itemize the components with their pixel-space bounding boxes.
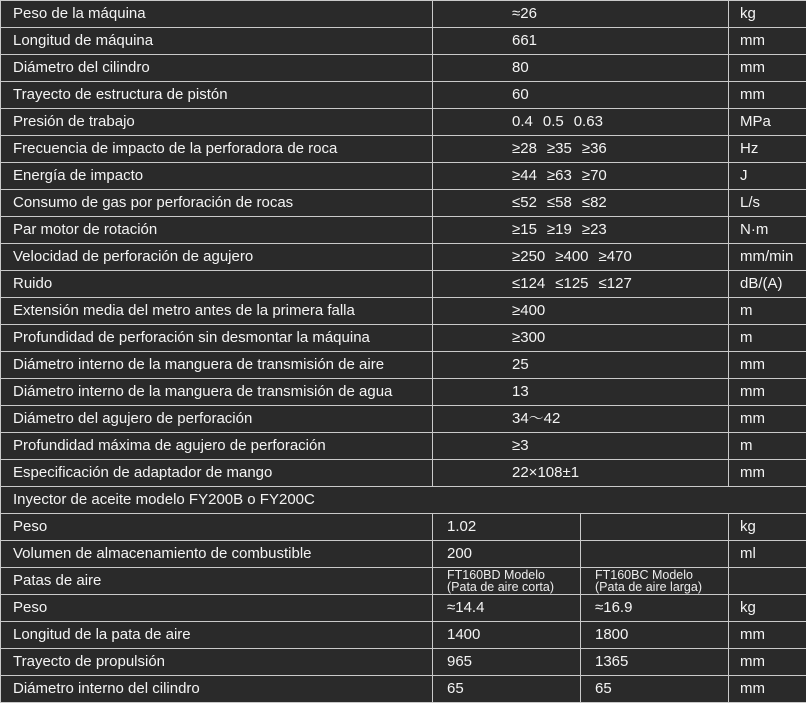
air-leg-value-short: 965	[433, 649, 581, 676]
spec-row	[1, 217, 806, 244]
air-leg-value-long: 65	[581, 676, 729, 703]
spec-row	[1, 190, 806, 217]
air-leg-value-short: ≈14.4	[433, 595, 581, 622]
air-leg-row	[1, 595, 806, 622]
spec-value: ≥15 ≥19 ≥23	[433, 217, 729, 244]
oiler-label: Peso	[1, 514, 433, 541]
air-leg-row	[1, 676, 806, 703]
spec-label: Especificación de adaptador de mango	[1, 460, 433, 487]
spec-label: Extensión media del metro antes de la primera falla	[1, 298, 433, 325]
spec-row	[1, 1, 806, 28]
oiler-label: Volumen de almacenamiento de combustible	[1, 541, 433, 568]
spec-label: Profundidad de perforación sin desmontar la máquina	[1, 325, 433, 352]
empty-cell	[581, 541, 729, 568]
spec-value: 22×108±1	[433, 460, 729, 487]
spec-label: Consumo de gas por perforación de rocas	[1, 190, 433, 217]
air-leg-model-short: FT160BD Modelo (Pata de aire corta)	[433, 568, 581, 595]
spec-value: ≥400	[433, 298, 729, 325]
spec-row	[1, 163, 806, 190]
spec-unit: mm	[729, 352, 806, 379]
oiler-row	[1, 541, 806, 568]
air-leg-value-short: 1400	[433, 622, 581, 649]
spec-label: Presión de trabajo	[1, 109, 433, 136]
spec-row	[1, 406, 806, 433]
spec-unit: N·m	[729, 217, 806, 244]
spec-unit: J	[729, 163, 806, 190]
spec-label: Longitud de máquina	[1, 28, 433, 55]
air-legs-label: Patas de aire	[1, 568, 433, 595]
empty-cell	[581, 514, 729, 541]
spec-row	[1, 82, 806, 109]
spec-value: 80	[433, 55, 729, 82]
spec-value: ≥250 ≥400 ≥470	[433, 244, 729, 271]
oiler-unit: ml	[729, 541, 806, 568]
spec-unit: m	[729, 325, 806, 352]
spec-row	[1, 352, 806, 379]
spec-row	[1, 244, 806, 271]
spec-row	[1, 379, 806, 406]
spec-unit: L/s	[729, 190, 806, 217]
oiler-row	[1, 514, 806, 541]
air-leg-label: Diámetro interno del cilindro	[1, 676, 433, 703]
spec-label: Peso de la máquina	[1, 1, 433, 28]
spec-unit: dB/(A)	[729, 271, 806, 298]
spec-unit: Hz	[729, 136, 806, 163]
spec-label: Ruido	[1, 271, 433, 298]
spec-row	[1, 271, 806, 298]
spec-label: Diámetro interno de la manguera de transmisión de agua	[1, 379, 433, 406]
spec-label: Diámetro interno de la manguera de transmisión de aire	[1, 352, 433, 379]
air-leg-value-long: 1365	[581, 649, 729, 676]
air-leg-model-long: FT160BC Modelo (Pata de aire larga)	[581, 568, 729, 595]
spec-value: ≥300	[433, 325, 729, 352]
air-leg-value-long: ≈16.9	[581, 595, 729, 622]
spec-unit: mm	[729, 379, 806, 406]
spec-value: 13	[433, 379, 729, 406]
air-leg-value-short: 65	[433, 676, 581, 703]
spec-label: Par motor de rotación	[1, 217, 433, 244]
air-leg-row	[1, 649, 806, 676]
spec-value: ≥44 ≥63 ≥70	[433, 163, 729, 190]
air-leg-row	[1, 622, 806, 649]
spec-label: Velocidad de perforación de agujero	[1, 244, 433, 271]
spec-value: 25	[433, 352, 729, 379]
spec-label: Diámetro del cilindro	[1, 55, 433, 82]
spec-row	[1, 55, 806, 82]
air-legs-header-row	[1, 568, 806, 595]
spec-value: 34～42	[433, 406, 729, 433]
spec-label: Trayecto de estructura de pistón	[1, 82, 433, 109]
spec-value: ≈26	[433, 1, 729, 28]
oiler-unit: kg	[729, 514, 806, 541]
oiler-value: 200	[433, 541, 581, 568]
spec-unit: mm	[729, 55, 806, 82]
air-leg-unit: mm	[729, 622, 806, 649]
section-row	[1, 487, 806, 514]
spec-unit: m	[729, 433, 806, 460]
spec-row	[1, 298, 806, 325]
spec-row	[1, 28, 806, 55]
air-leg-unit: mm	[729, 676, 806, 703]
spec-value: ≤124 ≤125 ≤127	[433, 271, 729, 298]
spec-row	[1, 433, 806, 460]
air-leg-unit: kg	[729, 595, 806, 622]
spec-unit: mm/min	[729, 244, 806, 271]
spec-unit: mm	[729, 460, 806, 487]
spec-label: Diámetro del agujero de perforación	[1, 406, 433, 433]
section-title-oiler: Inyector de aceite modelo FY200B o FY200C	[1, 487, 806, 514]
empty-cell	[729, 568, 806, 595]
spec-row	[1, 109, 806, 136]
air-leg-label: Peso	[1, 595, 433, 622]
spec-row	[1, 325, 806, 352]
spec-unit: mm	[729, 28, 806, 55]
air-leg-unit: mm	[729, 649, 806, 676]
spec-value: ≥28 ≥35 ≥36	[433, 136, 729, 163]
air-leg-label: Longitud de la pata de aire	[1, 622, 433, 649]
spec-label: Frecuencia de impacto de la perforadora de roca	[1, 136, 433, 163]
spec-value: 661	[433, 28, 729, 55]
oiler-value: 1.02	[433, 514, 581, 541]
spec-unit: mm	[729, 82, 806, 109]
spec-value: 60	[433, 82, 729, 109]
spec-label: Profundidad máxima de agujero de perforación	[1, 433, 433, 460]
air-leg-value-long: 1800	[581, 622, 729, 649]
spec-unit: mm	[729, 406, 806, 433]
spec-row	[1, 460, 806, 487]
spec-value: 0.4 0.5 0.63	[433, 109, 729, 136]
spec-value: ≤52 ≤58 ≤82	[433, 190, 729, 217]
air-leg-label: Trayecto de propulsión	[1, 649, 433, 676]
spec-row	[1, 136, 806, 163]
spec-unit: MPa	[729, 109, 806, 136]
spec-value: ≥3	[433, 433, 729, 460]
spec-label: Energía de impacto	[1, 163, 433, 190]
spec-unit: m	[729, 298, 806, 325]
spec-unit: kg	[729, 1, 806, 28]
